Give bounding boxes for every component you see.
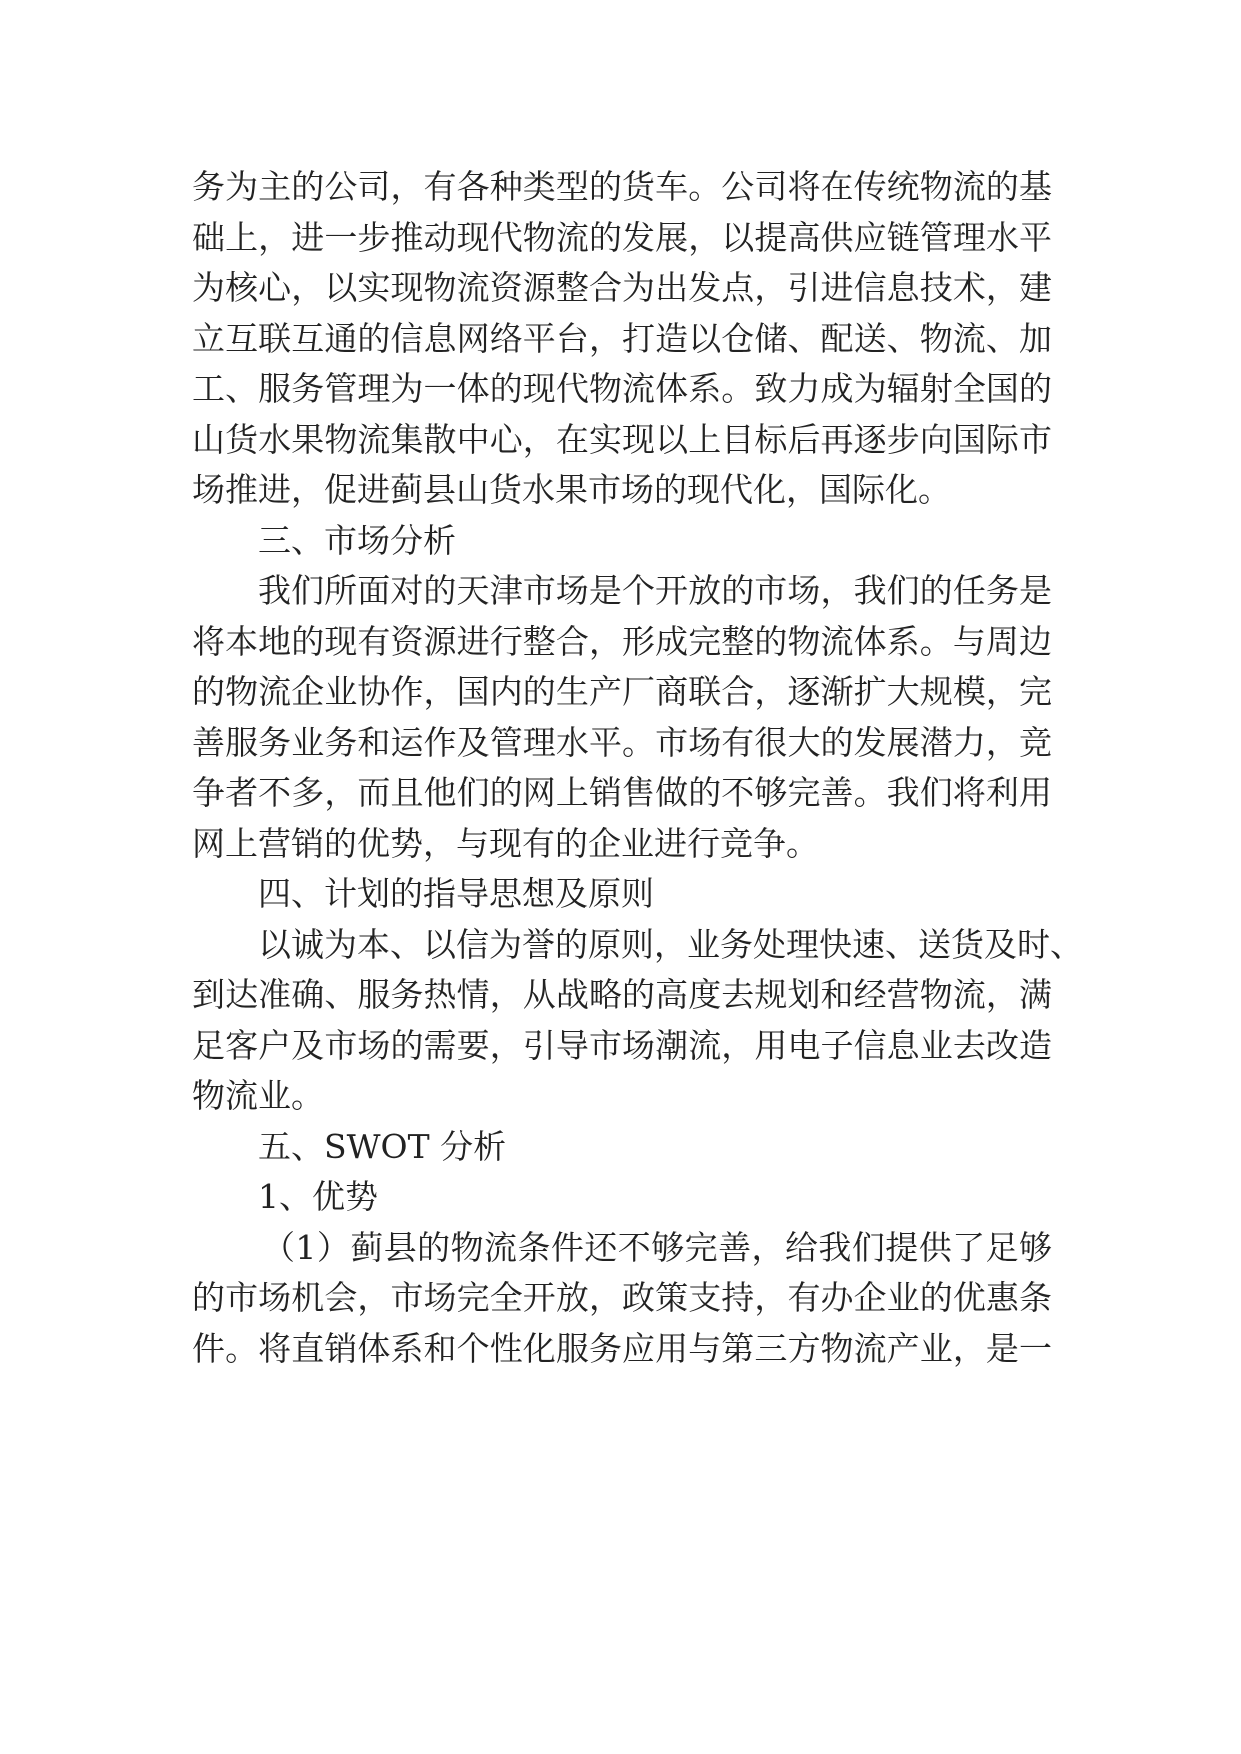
paragraph-line: 件。将直销体系和个性化服务应用与第三方物流产业，是一 [192, 1328, 1052, 1368]
paragraph-line: 我们所面对的天津市场是个开放的市场，我们的任务是 [258, 571, 1052, 610]
paragraph-line: 为核心，以实现物流资源整合为出发点，引进信息技术，建 [192, 268, 1052, 307]
paragraph-line: 础上，进一步推动现代物流的发展，以提高供应链管理水平 [192, 217, 1052, 257]
paragraph-line: 将本地的现有资源进行整合，形成完整的物流体系。与周边 [192, 621, 1052, 661]
document-body [192, 162, 1083, 1374]
paragraph-line: 到达准确、服务热情，从战略的高度去规划和经营物流，满 [192, 975, 1052, 1014]
section-heading: 三、市场分析 [258, 520, 456, 560]
subsection-heading: 1、优势 [258, 1177, 378, 1216]
paragraph-line: 的市场机会，市场完全开放，政策支持，有办企业的优惠条 [192, 1278, 1052, 1317]
paragraph-line: 工、服务管理为一体的现代物流体系。致力成为辐射全国的 [192, 369, 1052, 408]
paragraph-line: 争者不多，而且他们的网上销售做的不够完善。我们将利用 [192, 773, 1052, 812]
paragraph-line: （1）蓟县的物流条件还不够完善，给我们提供了足够 [262, 1227, 1052, 1267]
paragraph-line: 物流业。 [192, 1076, 324, 1115]
section-heading: 五、SWOT 分析 [258, 1126, 507, 1166]
section-heading: 四、计划的指导思想及原则 [258, 874, 654, 913]
paragraph-line: 务为主的公司，有各种类型的货车。公司将在传统物流的基 [192, 167, 1052, 206]
paragraph-line: 足客户及市场的需要，引导市场潮流，用电子信息业去改造 [192, 1025, 1052, 1065]
paragraph-line: 的物流企业协作，国内的生产厂商联合，逐渐扩大规模，完 [192, 672, 1052, 711]
paragraph-line: 立互联互通的信息网络平台，打造以仓储、配送、物流、加 [192, 318, 1052, 358]
paragraph-line: 善服务业务和运作及管理水平。市场有很大的发展潜力，竞 [192, 722, 1052, 762]
paragraph-line: 网上营销的优势，与现有的企业进行竞争。 [192, 823, 819, 863]
paragraph-line: 以诚为本、以信为誉的原则，业务处理快速、送货及时、 [258, 924, 1083, 964]
paragraph-line: 场推进，促进蓟县山货水果市场的现代化，国际化。 [192, 470, 951, 509]
paragraph-line: 山货水果物流集散中心，在实现以上目标后再逐步向国际市 [192, 419, 1052, 459]
